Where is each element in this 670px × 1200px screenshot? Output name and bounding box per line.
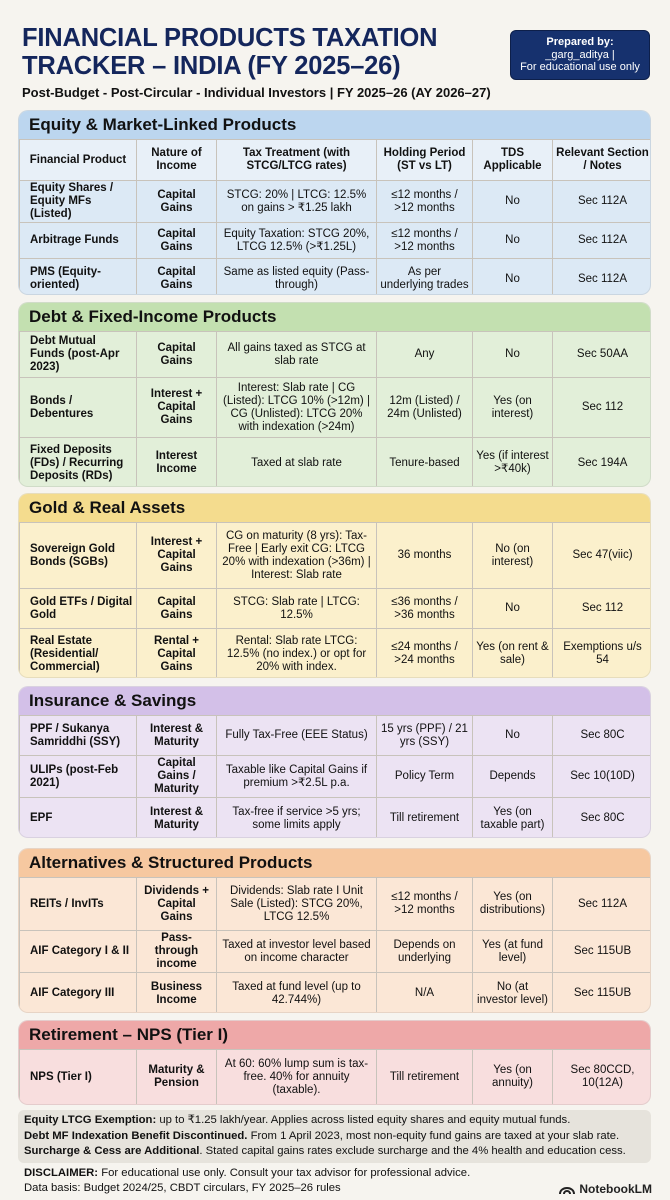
cell-product: ULIPs (post-Feb 2021) bbox=[20, 756, 137, 798]
table-row bbox=[20, 716, 652, 756]
cell-product: AIF Category I & II bbox=[20, 931, 137, 973]
cell-section: Sec 115UB bbox=[553, 973, 652, 1014]
cell-product: Fixed Deposits (FDs) / Recurring Deposits (RDs) bbox=[20, 438, 137, 488]
table-row bbox=[20, 378, 652, 438]
cell-section: Sec 50AA bbox=[553, 332, 652, 378]
cell-product: Gold ETFs / Digital Gold bbox=[20, 589, 137, 629]
cell-nature: Capital Gains bbox=[137, 181, 217, 223]
col-header-product: Financial Product bbox=[20, 140, 137, 181]
cell-tax: Interest: Slab rate | CG (Listed): LTCG 10% (>12m) | CG (Unlisted): LTCG 20% with indexation (>24m) bbox=[217, 378, 377, 438]
cell-holding: As per underlying trades bbox=[377, 259, 473, 296]
notebooklm-logo-icon bbox=[559, 1183, 575, 1195]
cell-tds: No bbox=[473, 223, 553, 259]
cell-section: Sec 80C bbox=[553, 716, 652, 756]
table-row bbox=[20, 878, 652, 931]
cell-holding: Policy Term bbox=[377, 756, 473, 798]
cell-holding: Depends on underlying bbox=[377, 931, 473, 973]
cell-nature: Maturity & Pension bbox=[137, 1050, 217, 1105]
cell-tds: No bbox=[473, 332, 553, 378]
cell-section: Sec 112A bbox=[553, 181, 652, 223]
cell-tax: Same as listed equity (Pass-through) bbox=[217, 259, 377, 296]
col-header-nature: Nature of Income bbox=[137, 140, 217, 181]
gold-table bbox=[19, 522, 651, 678]
cell-holding: Till retirement bbox=[377, 1050, 473, 1105]
table-row bbox=[20, 332, 652, 378]
footer-note-1: Equity LTCG Exemption: up to ₹1.25 lakh/year. Applies across listed equity shares and equity mutual funds. bbox=[24, 1114, 571, 1126]
section-title: Gold & Real Assets bbox=[19, 494, 650, 522]
cell-section: Sec 80C bbox=[553, 798, 652, 839]
disclaimer bbox=[24, 1166, 544, 1196]
retirement-table bbox=[19, 1049, 651, 1105]
disclaimer-text: For educational use only. Consult your tax advisor for professional advice. bbox=[98, 1167, 471, 1179]
cell-product: EPF bbox=[20, 798, 137, 839]
cell-product: Sovereign Gold Bonds (SGBs) bbox=[20, 523, 137, 589]
section-equity bbox=[18, 110, 651, 295]
cell-section: Sec 115UB bbox=[553, 931, 652, 973]
cell-holding: Till retirement bbox=[377, 798, 473, 839]
cell-nature: Rental + Capital Gains bbox=[137, 629, 217, 679]
cell-tds: Yes (on annuity) bbox=[473, 1050, 553, 1105]
debt-table bbox=[19, 331, 651, 487]
cell-product: Equity Shares / Equity MFs (Listed) bbox=[20, 181, 137, 223]
section-debt bbox=[18, 302, 651, 487]
cell-nature: Interest + Capital Gains bbox=[137, 523, 217, 589]
table-row bbox=[20, 223, 652, 259]
cell-tds: Yes (at fund level) bbox=[473, 931, 553, 973]
cell-product: Arbitrage Funds bbox=[20, 223, 137, 259]
table-row bbox=[20, 523, 652, 589]
prepared-by-badge bbox=[510, 30, 650, 80]
cell-nature: Dividends + Capital Gains bbox=[137, 878, 217, 931]
table-row bbox=[20, 259, 652, 296]
section-title: Equity & Market-Linked Products bbox=[19, 111, 650, 139]
cell-tds: No bbox=[473, 589, 553, 629]
cell-section: Sec 47(viic) bbox=[553, 523, 652, 589]
cell-nature: Interest & Maturity bbox=[137, 716, 217, 756]
cell-section: Sec 112 bbox=[553, 378, 652, 438]
page-subtitle: Post-Budget - Post-Circular - Individual Investors | FY 2025–26 (AY 2026–27) bbox=[22, 85, 491, 100]
cell-tax: Dividends: Slab rate I Unit Sale (Listed): STCG 20%, LTCG 12.5% bbox=[217, 878, 377, 931]
cell-product: Real Estate (Residential/ Commercial) bbox=[20, 629, 137, 679]
cell-tax: Fully Tax-Free (EEE Status) bbox=[217, 716, 377, 756]
cell-product: PMS (Equity-oriented) bbox=[20, 259, 137, 296]
cell-nature: Business Income bbox=[137, 973, 217, 1014]
insurance-table bbox=[19, 715, 651, 838]
table-row bbox=[20, 1050, 652, 1105]
cell-tax: Equity Taxation: STCG 20%, LTCG 12.5% (>₹1.25L) bbox=[217, 223, 377, 259]
cell-holding: ≤24 months / >24 months bbox=[377, 629, 473, 679]
cell-product: NPS (Tier I) bbox=[20, 1050, 137, 1105]
table-row bbox=[20, 629, 652, 679]
page-header bbox=[22, 24, 502, 100]
cell-tds: Yes (on rent & sale) bbox=[473, 629, 553, 679]
section-title: Insurance & Savings bbox=[19, 687, 650, 715]
cell-nature: Capital Gains bbox=[137, 589, 217, 629]
cell-holding: Any bbox=[377, 332, 473, 378]
section-insurance bbox=[18, 686, 651, 838]
cell-nature: Interest Income bbox=[137, 438, 217, 488]
footer-note-2: Debt MF Indexation Benefit Discontinued. From 1 April 2023, most non-equity fund gains are taxed at your slab rate. bbox=[24, 1129, 620, 1142]
prepared-by-name: _garg_aditya | bbox=[545, 48, 615, 61]
cell-product: AIF Category III bbox=[20, 973, 137, 1014]
cell-section: Sec 112A bbox=[553, 878, 652, 931]
disclaimer-label: DISCLAIMER: bbox=[24, 1167, 99, 1179]
section-alternatives bbox=[18, 848, 651, 1013]
footer-notes bbox=[18, 1110, 651, 1163]
cell-tds: Yes (on taxable part) bbox=[473, 798, 553, 839]
cell-tax: Taxed at slab rate bbox=[217, 438, 377, 488]
col-header-tds: TDS Applicable bbox=[473, 140, 553, 181]
cell-tax: Taxable like Capital Gains if premium >₹2.5L p.a. bbox=[217, 756, 377, 798]
cell-tds: No (on interest) bbox=[473, 523, 553, 589]
section-retirement bbox=[18, 1020, 651, 1105]
cell-tds: No bbox=[473, 716, 553, 756]
table-row bbox=[20, 181, 652, 223]
cell-nature: Capital Gains bbox=[137, 259, 217, 296]
cell-tds: Depends bbox=[473, 756, 553, 798]
table-header-row bbox=[20, 140, 652, 181]
cell-holding: ≤12 months / >12 months bbox=[377, 223, 473, 259]
section-title: Debt & Fixed-Income Products bbox=[19, 303, 650, 331]
cell-tds: No (at investor level) bbox=[473, 973, 553, 1014]
page-title bbox=[22, 24, 502, 80]
cell-product: Debt Mutual Funds (post-Apr 2023) bbox=[20, 332, 137, 378]
cell-section: Exemptions u/s 54 bbox=[553, 629, 652, 679]
cell-nature: Capital Gains bbox=[137, 223, 217, 259]
cell-section: Sec 10(10D) bbox=[553, 756, 652, 798]
section-title: Alternatives & Structured Products bbox=[19, 849, 650, 877]
cell-section: Sec 194A bbox=[553, 438, 652, 488]
cell-tax: Taxed at fund level (up to 42.744%) bbox=[217, 973, 377, 1014]
cell-tax: STCG: Slab rate | LTCG: 12.5% bbox=[217, 589, 377, 629]
col-header-tax: Tax Treatment (with STCG/LTCG rates) bbox=[217, 140, 377, 181]
cell-section: Sec 80CCD, 10(12A) bbox=[553, 1050, 652, 1105]
cell-tds: Yes (if interest >₹40k) bbox=[473, 438, 553, 488]
col-header-holding: Holding Period (ST vs LT) bbox=[377, 140, 473, 181]
cell-section: Sec 112 bbox=[553, 589, 652, 629]
brand-watermark bbox=[559, 1182, 652, 1196]
cell-tds: No bbox=[473, 181, 553, 223]
cell-tax: All gains taxed as STCG at slab rate bbox=[217, 332, 377, 378]
cell-holding: Tenure-based bbox=[377, 438, 473, 488]
table-row bbox=[20, 438, 652, 488]
cell-holding: ≤36 months / >36 months bbox=[377, 589, 473, 629]
cell-holding: ≤12 months / >12 months bbox=[377, 181, 473, 223]
prepared-label: Prepared by: bbox=[546, 36, 614, 48]
cell-holding: ≤12 months / >12 months bbox=[377, 878, 473, 931]
cell-section: Sec 112A bbox=[553, 259, 652, 296]
cell-holding: 12m (Listed) / 24m (Unlisted) bbox=[377, 378, 473, 438]
alternatives-table bbox=[19, 877, 651, 1013]
table-row bbox=[20, 973, 652, 1014]
cell-nature: Capital Gains / Maturity bbox=[137, 756, 217, 798]
prepared-note: For educational use only bbox=[520, 61, 640, 73]
title-line-1: FINANCIAL PRODUCTS TAXATION bbox=[22, 24, 438, 52]
table-row bbox=[20, 798, 652, 839]
table-row bbox=[20, 931, 652, 973]
table-row bbox=[20, 589, 652, 629]
table-row bbox=[20, 756, 652, 798]
cell-tax: STCG: 20% | LTCG: 12.5% on gains > ₹1.25 lakh bbox=[217, 181, 377, 223]
cell-nature: Interest & Maturity bbox=[137, 798, 217, 839]
cell-product: PPF / Sukanya Samriddhi (SSY) bbox=[20, 716, 137, 756]
cell-tax: Tax-free if service >5 yrs; some limits apply bbox=[217, 798, 377, 839]
title-line-2: TRACKER – INDIA (FY 2025–26) bbox=[22, 52, 401, 80]
cell-tax: Rental: Slab rate LTCG: 12.5% (no index.) or opt for 20% with index. bbox=[217, 629, 377, 679]
cell-tds: Yes (on distributions) bbox=[473, 878, 553, 931]
cell-nature: Capital Gains bbox=[137, 332, 217, 378]
cell-tax: At 60: 60% lump sum is tax-free. 40% for annuity (taxable). bbox=[217, 1050, 377, 1105]
cell-tds: Yes (on interest) bbox=[473, 378, 553, 438]
cell-tax: CG on maturity (8 yrs): Tax-Free | Early exit CG: LTCG 20% with indexation (>36m) | Interest: Slab rate bbox=[217, 523, 377, 589]
cell-nature: Interest + Capital Gains bbox=[137, 378, 217, 438]
section-gold bbox=[18, 493, 651, 678]
cell-nature: Pass-through income bbox=[137, 931, 217, 973]
cell-product: REITs / InvITs bbox=[20, 878, 137, 931]
footer-note-3: Surcharge & Cess are Additional. Stated capital gains rates exclude surcharge and the 4% health and education cess. bbox=[24, 1145, 626, 1157]
cell-tds: No bbox=[473, 259, 553, 296]
cell-tax: Taxed at investor level based on income character bbox=[217, 931, 377, 973]
brand-label: NotebookLM bbox=[579, 1182, 652, 1196]
cell-holding: N/A bbox=[377, 973, 473, 1014]
cell-product: Bonds / Debentures bbox=[20, 378, 137, 438]
data-basis: Data basis: Budget 2024/25, CBDT circulars, FY 2025–26 rules bbox=[24, 1182, 341, 1194]
col-header-section: Relevant Section / Notes bbox=[553, 140, 652, 181]
cell-holding: 36 months bbox=[377, 523, 473, 589]
section-title: Retirement – NPS (Tier I) bbox=[19, 1021, 650, 1049]
cell-section: Sec 112A bbox=[553, 223, 652, 259]
cell-holding: 15 yrs (PPF) / 21 yrs (SSY) bbox=[377, 716, 473, 756]
equity-table bbox=[19, 139, 651, 295]
